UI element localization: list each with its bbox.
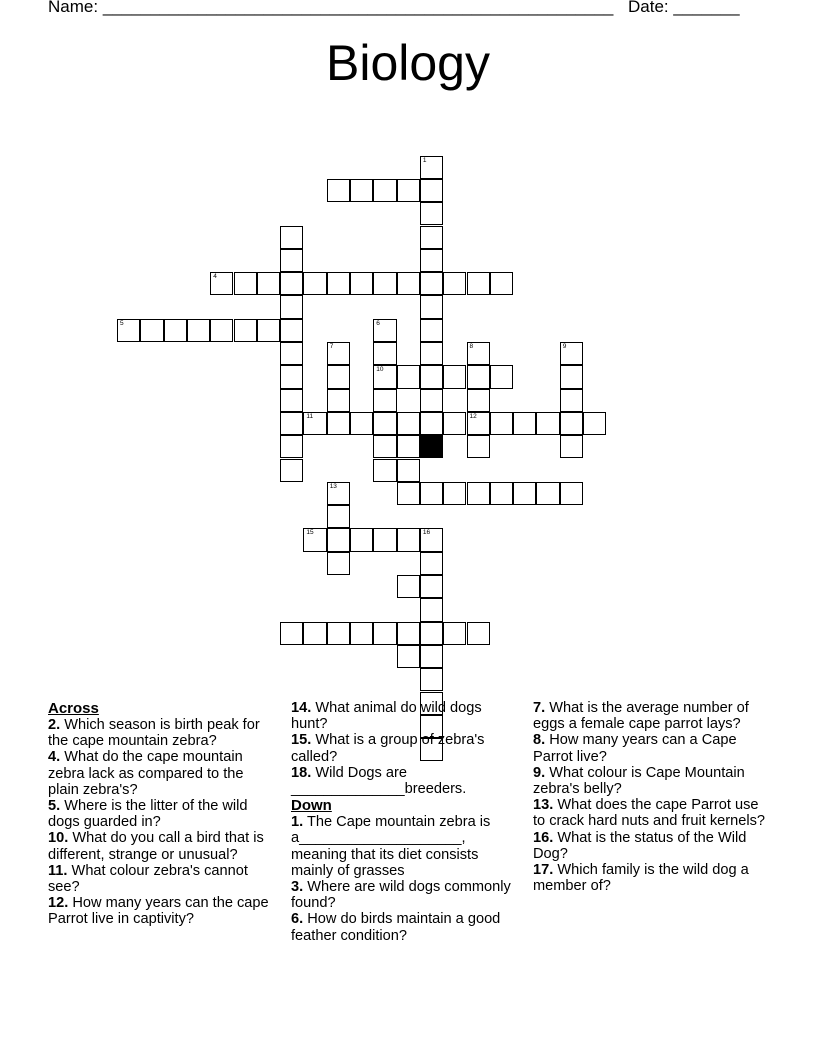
grid-cell[interactable] <box>467 412 490 435</box>
grid-cell[interactable] <box>327 342 350 365</box>
grid-cell[interactable] <box>373 389 396 412</box>
name-label: Name: <box>48 0 99 16</box>
grid-cell[interactable] <box>187 319 210 342</box>
grid-cell[interactable] <box>327 505 350 528</box>
grid-cell[interactable] <box>397 459 420 482</box>
clue-number-label: 1. <box>291 814 304 831</box>
grid-cell[interactable] <box>303 528 326 551</box>
grid-cell[interactable] <box>560 435 583 458</box>
clue-number: 15 <box>306 529 314 537</box>
clue-item <box>291 765 519 797</box>
grid-cell[interactable] <box>467 389 490 412</box>
grid-cell[interactable] <box>397 272 420 295</box>
clue-item <box>533 732 765 764</box>
grid-cell[interactable] <box>280 365 303 388</box>
clue-number-label: 18. <box>291 764 312 781</box>
clue-number: 8 <box>469 343 474 350</box>
date-label: Date: <box>628 0 669 16</box>
grid-cell[interactable] <box>467 365 490 388</box>
clue-item <box>291 911 519 943</box>
down-clue-list-continued <box>533 700 765 894</box>
grid-cell[interactable] <box>467 342 490 365</box>
grid-cell[interactable] <box>373 179 396 202</box>
clue-number: 13 <box>329 482 337 490</box>
clue-text: What does the cape Parrot use to crack hard nuts and fruit kernels? <box>533 797 765 830</box>
grid-cell[interactable] <box>467 482 490 505</box>
grid-cell[interactable] <box>373 272 396 295</box>
grid-cell[interactable] <box>280 435 303 458</box>
grid-cell[interactable] <box>420 412 443 435</box>
clue-text: Which season is birth peak for the cape mountain zebra? <box>48 717 260 750</box>
grid-cell[interactable] <box>443 272 466 295</box>
clue-text: How many years can the cape Parrot live in captivity? <box>48 895 269 928</box>
clue-text: The Cape mountain zebra is a____________________, meaning that its diet consists mainly of grasses <box>291 814 491 879</box>
clue-number: 1 <box>422 156 427 164</box>
grid-cell[interactable] <box>420 249 443 272</box>
clue-item <box>533 700 765 732</box>
clue-number-label: 4. <box>48 749 61 766</box>
grid-cell[interactable] <box>397 482 420 505</box>
clue-number-label: 15. <box>291 732 312 749</box>
grid-cell[interactable] <box>443 482 466 505</box>
grid-cell[interactable] <box>350 272 373 295</box>
grid-cell[interactable] <box>420 668 443 691</box>
clue-item <box>291 814 519 879</box>
date-line[interactable]: _______ <box>673 0 740 16</box>
grid-cell[interactable] <box>327 389 350 412</box>
clue-number: 6 <box>376 319 380 327</box>
grid-cell[interactable] <box>536 482 559 505</box>
grid-cell[interactable] <box>513 412 536 435</box>
clue-item <box>48 863 276 895</box>
grid-cell[interactable] <box>350 622 373 645</box>
grid-cell[interactable] <box>443 365 466 388</box>
clue-item <box>291 700 519 732</box>
clue-number-label: 7. <box>533 700 546 716</box>
grid-cell[interactable] <box>420 575 443 598</box>
across-clue-list <box>48 717 276 928</box>
grid-cell[interactable] <box>420 482 443 505</box>
grid-cell[interactable] <box>373 622 396 645</box>
grid-cell[interactable] <box>164 319 187 342</box>
grid-cell[interactable] <box>303 412 326 435</box>
clue-number: 7 <box>329 343 334 350</box>
grid-cell[interactable] <box>257 272 280 295</box>
clue-text: What colour zebra's cannot see? <box>48 862 248 896</box>
grid-cell[interactable] <box>560 482 583 505</box>
grid-cell[interactable] <box>420 552 443 575</box>
grid-cell[interactable] <box>397 179 420 202</box>
clue-number: 4 <box>213 273 217 281</box>
grid-cell[interactable] <box>467 272 490 295</box>
grid-cell[interactable] <box>467 435 490 458</box>
black-cell <box>420 435 443 458</box>
grid-cell[interactable] <box>373 365 396 388</box>
name-line[interactable]: ______________________________________________________ <box>102 0 614 16</box>
grid-cell[interactable] <box>373 342 396 365</box>
grid-cell[interactable] <box>327 552 350 575</box>
grid-cell[interactable] <box>350 528 373 551</box>
grid-cell[interactable] <box>536 412 559 435</box>
grid-cell[interactable] <box>280 342 303 365</box>
grid-cell[interactable] <box>280 272 303 295</box>
clue-item <box>48 798 276 830</box>
grid-cell[interactable] <box>513 482 536 505</box>
grid-cell[interactable] <box>350 179 373 202</box>
clue-item <box>533 797 765 829</box>
clue-text: Where is the litter of the wild dogs guarded in? <box>48 798 248 831</box>
clue-item <box>48 717 276 749</box>
grid-cell[interactable] <box>397 365 420 388</box>
grid-cell[interactable] <box>420 389 443 412</box>
clue-item <box>533 862 765 894</box>
clue-number: 11 <box>306 412 314 420</box>
grid-cell[interactable] <box>397 412 420 435</box>
clue-number-label: 2. <box>48 717 61 733</box>
clue-text: How many years can a Cape Parrot live? <box>533 732 737 765</box>
grid-cell[interactable] <box>280 412 303 435</box>
grid-cell[interactable] <box>420 272 443 295</box>
grid-cell[interactable] <box>420 365 443 388</box>
across-heading: Across <box>48 700 99 717</box>
clue-number-label: 6. <box>291 911 304 928</box>
clue-number: 16 <box>422 529 431 537</box>
grid-cell[interactable] <box>397 645 420 668</box>
grid-cell[interactable] <box>373 412 396 435</box>
clue-number-label: 12. <box>48 895 69 912</box>
clue-text: What do the cape mountain zebra lack as compared to the plain zebra's? <box>48 749 244 798</box>
clue-text: How do birds maintain a good feather condition? <box>291 911 501 944</box>
clue-text: What is a group of zebra's called? <box>291 732 485 765</box>
grid-cell[interactable] <box>490 272 513 295</box>
grid-cell[interactable] <box>234 272 257 295</box>
grid-cell[interactable] <box>303 272 326 295</box>
clue-number-label: 17. <box>533 862 554 879</box>
clue-number: 5 <box>120 319 124 327</box>
grid-cell[interactable] <box>280 226 303 249</box>
grid-cell[interactable] <box>420 645 443 668</box>
grid-cell[interactable] <box>443 622 466 645</box>
clue-number: 10 <box>376 366 384 374</box>
clues-column-1 <box>48 700 276 928</box>
grid-cell[interactable] <box>397 528 420 551</box>
grid-cell[interactable] <box>117 319 140 342</box>
clue-number-label: 14. <box>291 700 312 716</box>
grid-cell[interactable] <box>280 249 303 272</box>
grid-cell[interactable] <box>210 272 233 295</box>
clue-number-label: 10. <box>48 830 69 847</box>
clue-text: Where are wild dogs commonly found? <box>291 879 511 912</box>
grid-cell[interactable] <box>420 528 443 551</box>
grid-cell[interactable] <box>560 342 583 365</box>
grid-cell[interactable] <box>327 179 350 202</box>
grid-cell[interactable] <box>373 528 396 551</box>
grid-cell[interactable] <box>420 156 443 179</box>
grid-cell[interactable] <box>420 598 443 621</box>
grid-cell[interactable] <box>560 389 583 412</box>
grid-cell[interactable] <box>373 435 396 458</box>
clue-item <box>533 830 765 862</box>
grid-cell[interactable] <box>420 342 443 365</box>
grid-cell[interactable] <box>420 202 443 225</box>
clue-item <box>48 830 276 862</box>
clue-number-label: 13. <box>533 797 554 814</box>
clue-item <box>533 765 765 797</box>
grid-cell[interactable] <box>467 622 490 645</box>
grid-cell[interactable] <box>350 412 373 435</box>
grid-cell[interactable] <box>327 365 350 388</box>
clue-text: What is the status of the Wild Dog? <box>533 829 747 862</box>
grid-cell[interactable] <box>420 226 443 249</box>
grid-cell[interactable] <box>327 412 350 435</box>
grid-cell[interactable] <box>327 272 350 295</box>
grid-cell[interactable] <box>140 319 163 342</box>
grid-cell[interactable] <box>560 365 583 388</box>
grid-cell[interactable] <box>420 179 443 202</box>
grid-cell[interactable] <box>303 622 326 645</box>
clue-number-label: 9. <box>533 764 546 781</box>
grid-cell[interactable] <box>280 389 303 412</box>
clues-column-2 <box>291 700 519 944</box>
grid-cell[interactable] <box>280 459 303 482</box>
clue-number: 9 <box>562 343 567 350</box>
grid-cell[interactable] <box>490 365 513 388</box>
grid-cell[interactable] <box>397 575 420 598</box>
clue-number-label: 5. <box>48 798 61 815</box>
clue-number: 12 <box>469 412 477 420</box>
grid-cell[interactable] <box>397 622 420 645</box>
grid-cell[interactable] <box>420 622 443 645</box>
clue-number-label: 16. <box>533 829 554 846</box>
grid-cell[interactable] <box>234 319 257 342</box>
grid-cell[interactable] <box>420 319 443 342</box>
grid-cell[interactable] <box>420 295 443 318</box>
grid-cell[interactable] <box>397 435 420 458</box>
grid-cell[interactable] <box>443 412 466 435</box>
clue-item <box>291 879 519 911</box>
grid-cell[interactable] <box>327 622 350 645</box>
clue-text: Wild Dogs are ______________breeders. <box>291 764 467 798</box>
clue-number-label: 3. <box>291 879 304 896</box>
clue-number-label: 11. <box>48 862 68 879</box>
clue-item <box>291 732 519 764</box>
grid-cell[interactable] <box>280 622 303 645</box>
grid-cell[interactable] <box>583 412 606 435</box>
clue-text: What colour is Cape Mountain zebra's belly? <box>533 764 745 798</box>
grid-cell[interactable] <box>373 319 396 342</box>
down-heading: Down <box>291 797 332 815</box>
clue-text: What do you call a bird that is different, strange or unusual? <box>48 830 264 863</box>
clue-text: Which family is the wild dog a member of? <box>533 862 749 895</box>
grid-cell[interactable] <box>210 319 233 342</box>
clue-item <box>48 895 276 927</box>
clue-text: What is the average number of eggs a female cape parrot lays? <box>533 700 749 733</box>
clue-item <box>48 749 276 798</box>
grid-cell[interactable] <box>490 482 513 505</box>
grid-cell[interactable] <box>280 295 303 318</box>
grid-cell[interactable] <box>327 482 350 505</box>
grid-cell[interactable] <box>257 319 280 342</box>
clue-number-label: 8. <box>533 732 546 749</box>
grid-cell[interactable] <box>280 319 303 342</box>
grid-cell[interactable] <box>373 459 396 482</box>
clues-column-3 <box>533 700 765 894</box>
grid-cell[interactable] <box>560 412 583 435</box>
grid-cell[interactable] <box>490 412 513 435</box>
clue-text: What animal do wild dogs hunt? <box>291 700 482 733</box>
across-clue-list-continued <box>291 700 519 797</box>
down-clue-list <box>291 814 519 944</box>
grid-cell[interactable] <box>327 528 350 551</box>
page-title: Biology <box>326 35 490 91</box>
